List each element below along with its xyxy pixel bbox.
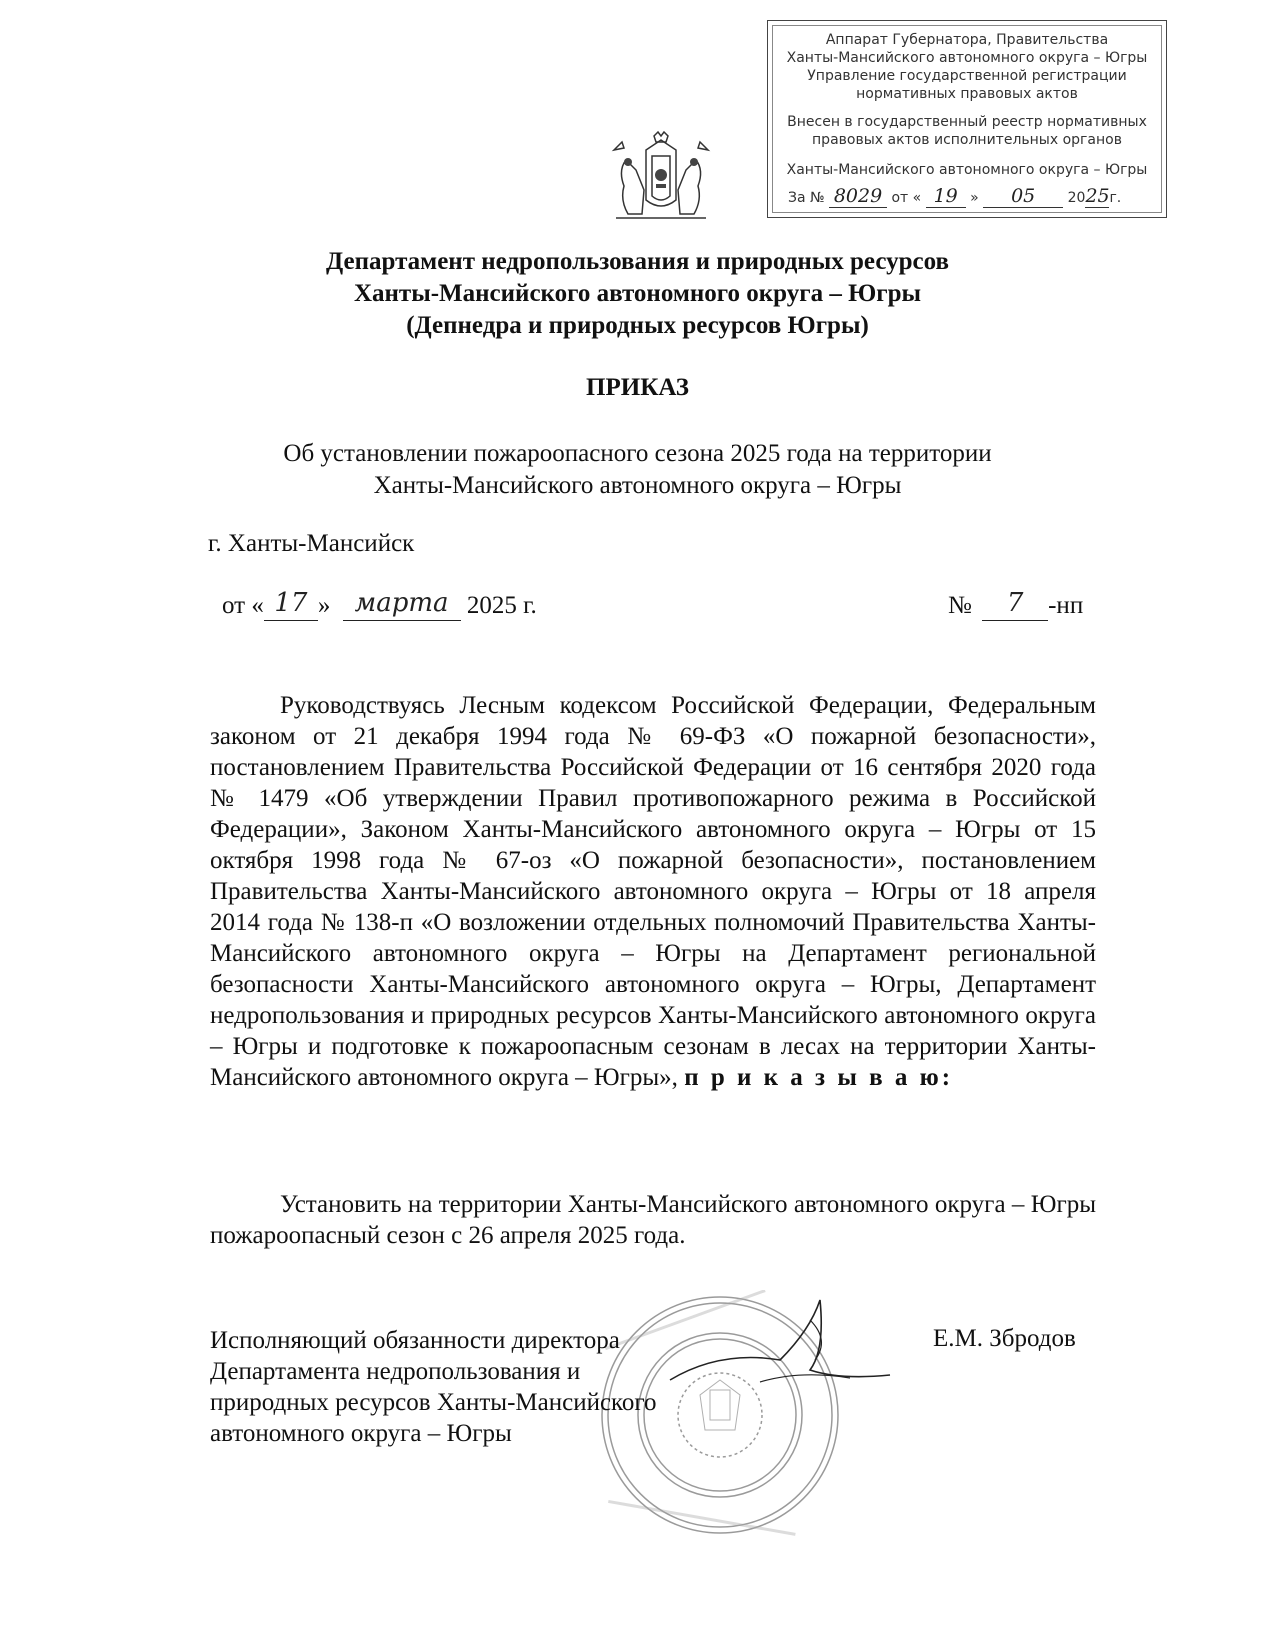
- number-suffix: -нп: [1048, 592, 1084, 619]
- reg-year-field: [1085, 187, 1109, 208]
- reg-number-prefix: За №: [788, 190, 825, 206]
- reg-stamp-line: Аппарат Губернатора, Правительства: [825, 32, 1109, 48]
- preamble-paragraph: [210, 690, 1096, 1093]
- number-prefix: №: [948, 592, 972, 619]
- number-field: [982, 590, 1048, 621]
- reg-month: 05: [1011, 185, 1036, 207]
- signatory-position-line1: Исполняющий обязанности директора: [210, 1327, 620, 1354]
- department-name-line1: Департамент недропользования и природных ресурсов: [326, 248, 949, 275]
- order-subject-line2: Ханты-Мансийского автономного округа – Югры: [373, 472, 902, 499]
- handwritten-signature: [660, 1290, 900, 1410]
- order-date: [222, 590, 537, 621]
- city-label: г. Ханты-Мансийск: [208, 530, 415, 557]
- date-month-field: [343, 590, 461, 621]
- department-short-name: (Депнедра и природных ресурсов Югры): [406, 312, 869, 339]
- reg-stamp-line: Ханты-Мансийского автономного округа – Югры: [786, 50, 1148, 66]
- date-year: 2025 г.: [466, 592, 537, 619]
- reg-stamp-line: нормативных правовых актов: [856, 86, 1078, 102]
- order-number: [948, 590, 1083, 621]
- reg-number: 8029: [833, 185, 883, 207]
- order-keyword: п р и к а з ы в а ю:: [684, 1064, 954, 1091]
- signatory-position-line3: природных ресурсов Ханты-Мансийского: [210, 1389, 657, 1416]
- reg-from-label: от «: [891, 190, 922, 206]
- department-name-line2: Ханты-Мансийского автономного округа – Югры: [353, 280, 922, 307]
- reg-number-field: [829, 187, 887, 208]
- reg-year-end: г.: [1109, 190, 1122, 206]
- signatory-position-line2: Департамента недропользования и: [210, 1358, 581, 1385]
- reg-year-prefix: 20: [1067, 190, 1086, 206]
- date-month: марта: [354, 588, 449, 618]
- reg-stamp-line: Управление государственной регистрации: [807, 68, 1127, 84]
- signatory-position: [210, 1325, 657, 1449]
- date-day: 17: [274, 588, 308, 618]
- signatory-name: Е.М. Збродов: [933, 1325, 1076, 1352]
- reg-day-field: [926, 187, 966, 208]
- reg-stamp-number-row: [788, 187, 1158, 208]
- date-prefix: от «: [222, 592, 264, 619]
- reg-stamp-line: Внесен в государственный реестр нормативных: [787, 114, 1147, 130]
- registration-stamp: [767, 20, 1167, 218]
- reg-quote-close: »: [970, 190, 979, 206]
- date-quote-close: »: [317, 592, 331, 619]
- reg-day: 19: [933, 185, 958, 207]
- date-day-field: [264, 590, 318, 621]
- coat-of-arms-emblem: [606, 130, 716, 226]
- reg-month-field: [983, 187, 1063, 208]
- reg-stamp-line: Ханты-Мансийского автономного округа – Югры: [786, 162, 1148, 178]
- signatory-position-line4: автономного округа – Югры: [210, 1420, 512, 1447]
- order-clause-paragraph: Установить на территории Ханты-Мансийского автономного округа – Югры пожароопасный сезон с 26 апреля 2025 года.: [210, 1191, 1096, 1249]
- preamble-text: Руководствуясь Лесным кодексом Российской Федерации, Федеральным законом от 21 декабря 1994 года № 69-ФЗ «О пожарной безопасности», постановлением Правительства Российской Федерации от 16 сентября 2020 года № 1479 «Об утверждении Правил противопожарного режима в Российской Федерации», Законом Ханты-Мансийского автономного округа – Югры от 15 октября 1998 года № 67-оз «О пожарной безопасности», постановлением Правительства Ханты-Мансийского автономного округа – Югры от 18 апреля 2014 года № 138-п «О возложении отдельных полномочий Правительства Ханты-Мансийского автономного округа – Югры на Департамент региональной безопасности Ханты-Мансийского автономного округа – Югры, Департамент недропользования и природных ресурсов Ханты-Мансийского автономного округа – Югры и подготовке к пожароопасным сезонам в лесах на территории Ханты-Мансийского автономного округа – Югры»,: [210, 692, 1096, 1091]
- order-subject-line1: Об установлении пожароопасного сезона 2025 года на территории: [283, 440, 992, 467]
- reg-year: 25: [1085, 185, 1110, 207]
- document-type-title: ПРИКАЗ: [586, 374, 689, 401]
- reg-stamp-line: правовых актов исполнительных органов: [812, 132, 1122, 148]
- number-value: 7: [1006, 588, 1024, 618]
